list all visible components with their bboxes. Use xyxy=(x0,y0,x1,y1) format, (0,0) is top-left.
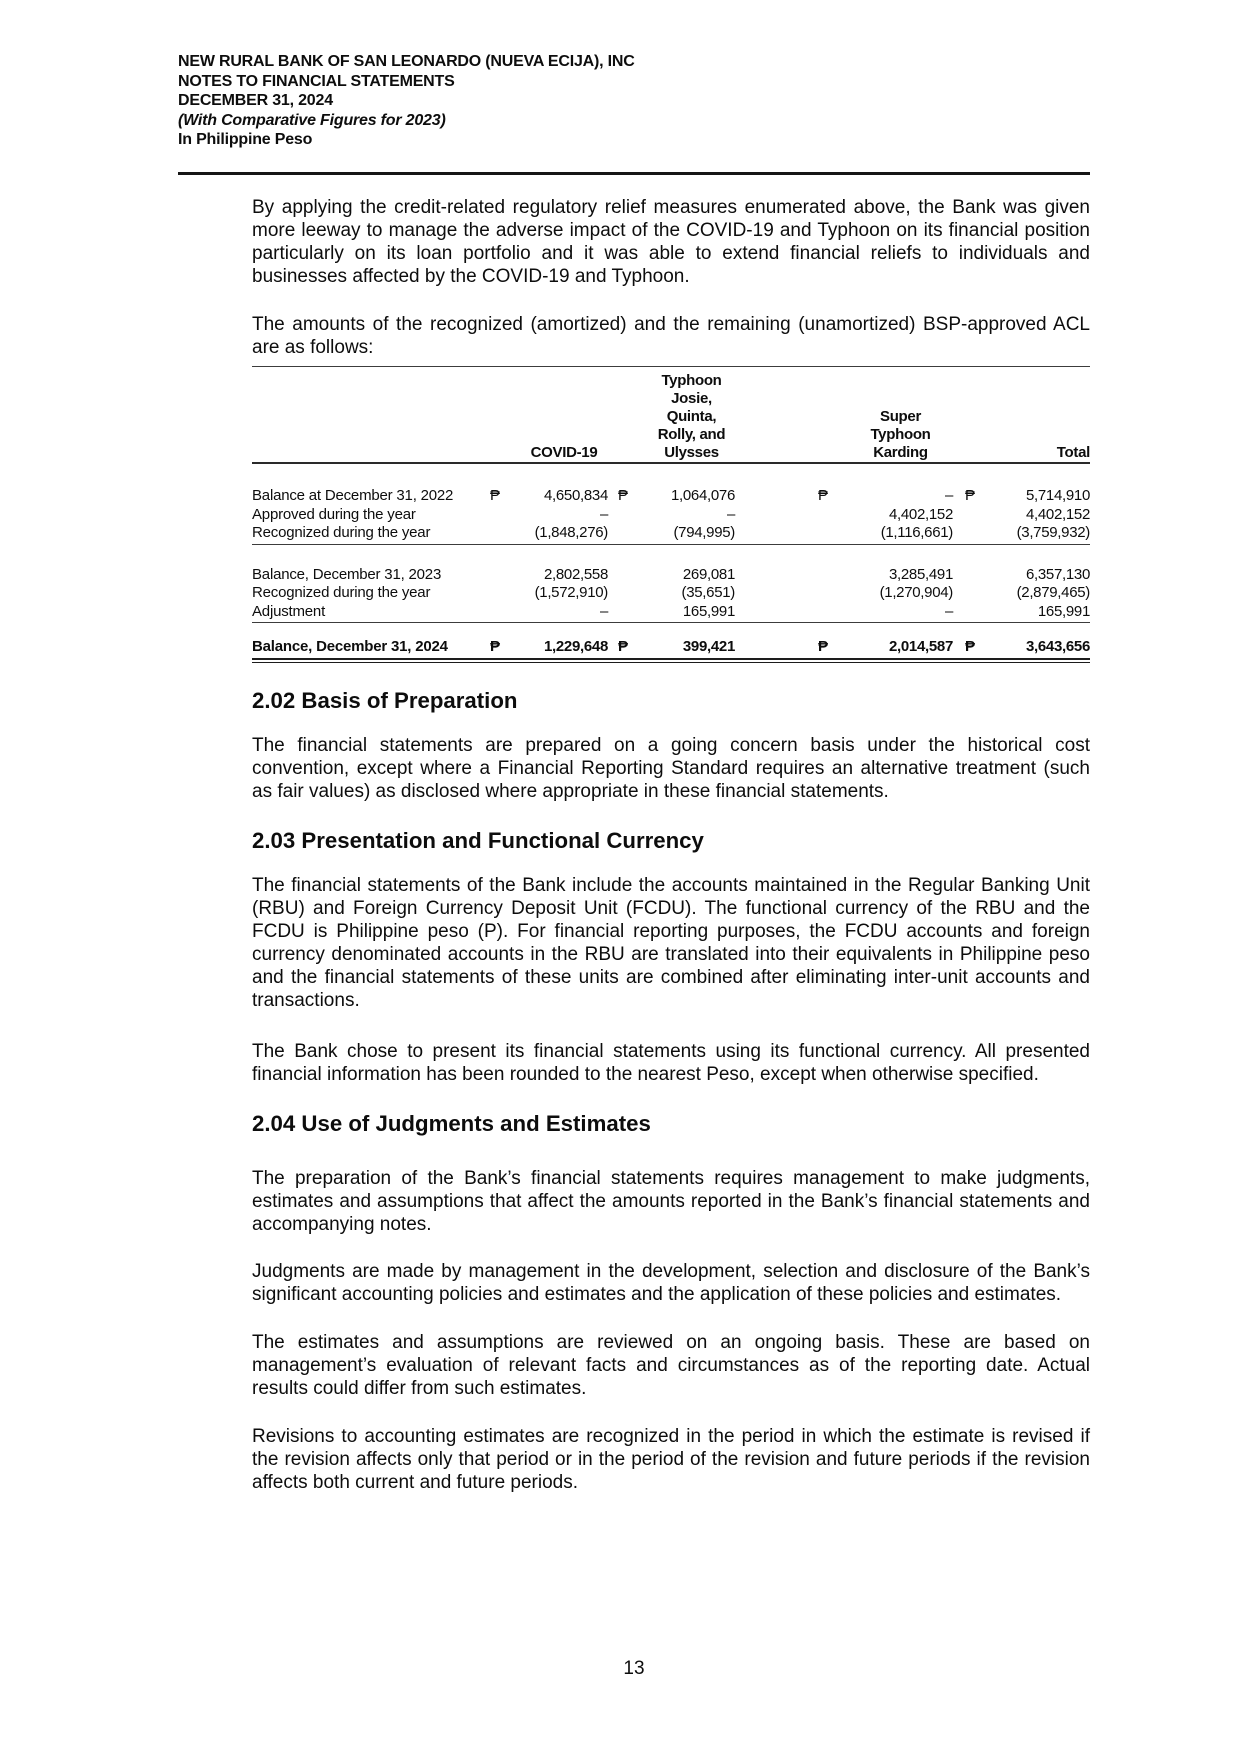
table-section-rule xyxy=(252,544,1090,545)
amount-karding: – xyxy=(944,602,953,620)
amount-covid: 2,802,558 xyxy=(543,565,608,583)
amount-karding: 4,402,152 xyxy=(888,505,953,523)
peso-sign: ₱ xyxy=(965,487,975,504)
amount-typhoon: (794,995) xyxy=(673,524,735,541)
amount-karding: (1,116,661) xyxy=(880,524,953,541)
amount-covid: (1,848,276) xyxy=(534,524,608,541)
peso-sign: ₱ xyxy=(490,487,500,504)
main-text-column xyxy=(252,196,1090,1494)
table-row xyxy=(252,566,1090,585)
row-label: Recognized during the year xyxy=(252,584,431,601)
amount-karding: (1,270,904) xyxy=(879,584,953,601)
amount-total: 4,402,152 xyxy=(1025,505,1090,523)
table-row xyxy=(252,487,1090,506)
amount-typhoon: 269,081 xyxy=(682,565,735,583)
amount-karding: 2,014,587 xyxy=(888,638,953,655)
peso-sign: ₱ xyxy=(618,487,628,504)
row-label: Balance, December 31, 2023 xyxy=(252,565,442,583)
section-2-04-paragraph-4: Revisions to accounting estimates are recognized in the period in which the estimate is revised if the revision affects only that period or in the period of the revision and future periods if the revision affects both current and future periods. xyxy=(252,1425,1090,1493)
amount-typhoon: (35,651) xyxy=(681,584,735,601)
peso-sign: ₱ xyxy=(818,638,828,655)
amount-total: 5,714,910 xyxy=(1025,487,1090,504)
bank-name: NEW RURAL BANK OF SAN LEONARDO (NUEVA ECIJA), INC xyxy=(178,53,635,70)
currency-note: In Philippine Peso xyxy=(178,131,313,148)
section-2-04-paragraph-1: The preparation of the Bank’s financial statements requires management to make judgments, estimates and assumptions that affect the amounts reported in the Bank’s financial statements and accompanying notes. xyxy=(252,1167,1090,1235)
peso-sign: ₱ xyxy=(965,638,975,655)
acl-table xyxy=(252,366,1090,663)
doc-header xyxy=(178,52,635,150)
amount-covid: 1,229,648 xyxy=(543,638,608,655)
peso-sign: ₱ xyxy=(490,638,500,655)
doc-date: DECEMBER 31, 2024 xyxy=(178,92,333,109)
table-row-total xyxy=(252,638,1090,657)
row-label: Adjustment xyxy=(252,602,326,620)
table-row xyxy=(252,524,1090,543)
comparative-note: (With Comparative Figures for 2023) xyxy=(178,111,446,129)
section-2-04-paragraph-3: The estimates and assumptions are reviewed on an ongoing basis. These are based on management’s evaluation of relevant facts and circumstances as of the reporting date. Actual results could differ from such estimates. xyxy=(252,1331,1090,1399)
table-bottom-double-rule xyxy=(252,658,1090,663)
amount-covid: 4,650,834 xyxy=(543,487,608,504)
amount-covid: – xyxy=(599,505,608,523)
header-rule xyxy=(178,172,1090,175)
section-2-03-paragraph-1: The financial statements of the Bank include the accounts maintained in the Regular Banking Unit (RBU) and Foreign Currency Deposit Unit (FCDU). The functional currency of the RBU and the FCDU is Philippine peso (P). For financial reporting purposes, the FCDU accounts and foreign currency denominated accounts in the RBU are translated into their equivalents in Philippine peso and the financial statements of these units are combined after eliminating inter-unit accounts and transactions. xyxy=(252,874,1090,1011)
section-heading-2-02: 2.02 Basis of Preparation xyxy=(252,687,518,713)
table-header-underline xyxy=(252,462,1090,464)
amount-karding: 3,285,491 xyxy=(888,565,953,583)
amount-typhoon: – xyxy=(726,505,735,523)
intro-paragraph-2: The amounts of the recognized (amortized) and the remaining (unamortized) BSP-approved ACL are as follows: xyxy=(252,314,1090,358)
row-label: Recognized during the year xyxy=(252,524,431,541)
amount-typhoon: 165,991 xyxy=(682,602,735,620)
table-block-1 xyxy=(252,487,1090,545)
peso-sign: ₱ xyxy=(818,487,828,504)
amount-total: 3,643,656 xyxy=(1025,638,1090,655)
intro-paragraph-1: By applying the credit-related regulatory relief measures enumerated above, the Bank was given more leeway to manage the adverse impact of the COVID-19 and Typhoon on its financial position particularly on its loan portfolio and it was able to extend financial reliefs to individuals and businesses affected by the COVID-19 and Typhoon. xyxy=(252,197,1090,287)
amount-total: 6,357,130 xyxy=(1025,565,1090,583)
table-block-2 xyxy=(252,566,1090,624)
section-2-02-paragraph: The financial statements are prepared on a going concern basis under the historical cost convention, except where a Financial Reporting Standard requires an alternative treatment (such as fair values) as disclosed where appropriate in these financial statements. xyxy=(252,734,1090,802)
row-label: Balance at December 31, 2022 xyxy=(252,487,454,504)
amount-typhoon: 1,064,076 xyxy=(670,487,735,504)
column-header-typhoon: Typhoon Josie, Quinta, Rolly, and Ulysses xyxy=(657,372,726,461)
peso-sign: ₱ xyxy=(618,638,628,655)
amount-covid: (1,572,910) xyxy=(534,584,608,601)
table-row xyxy=(252,584,1090,603)
column-header-total: Total xyxy=(1056,444,1090,461)
column-header-karding: Super Typhoon Karding xyxy=(870,408,931,461)
section-heading-2-04: 2.04 Use of Judgments and Estimates xyxy=(252,1110,651,1136)
doc-title: NOTES TO FINANCIAL STATEMENTS xyxy=(178,72,455,90)
amount-karding: – xyxy=(944,487,953,504)
amount-total: (3,759,932) xyxy=(1016,524,1090,541)
section-2-03-paragraph-2: The Bank chose to present its financial statements using its functional currency. All presented financial information has been rounded to the nearest Peso, except when otherwise specified. xyxy=(252,1040,1090,1085)
table-row xyxy=(252,603,1090,622)
table-section-rule xyxy=(252,622,1090,623)
amount-total: 165,991 xyxy=(1037,602,1090,620)
amount-covid: – xyxy=(599,602,608,620)
row-label: Approved during the year xyxy=(252,505,416,523)
section-2-04-paragraph-2: Judgments are made by management in the development, selection and disclosure of the Bank’s significant accounting policies and estimates and the application of these policies and estimates. xyxy=(252,1260,1090,1305)
column-header-covid: COVID-19 xyxy=(530,444,598,461)
row-label: Balance, December 31, 2024 xyxy=(252,638,448,655)
page-number: 13 xyxy=(623,1658,645,1679)
table-row xyxy=(252,506,1090,525)
section-heading-2-03: 2.03 Presentation and Functional Currency xyxy=(252,827,704,853)
table-header-row xyxy=(252,367,1090,462)
amount-total: (2,879,465) xyxy=(1016,584,1090,601)
amount-typhoon: 399,421 xyxy=(682,638,735,655)
